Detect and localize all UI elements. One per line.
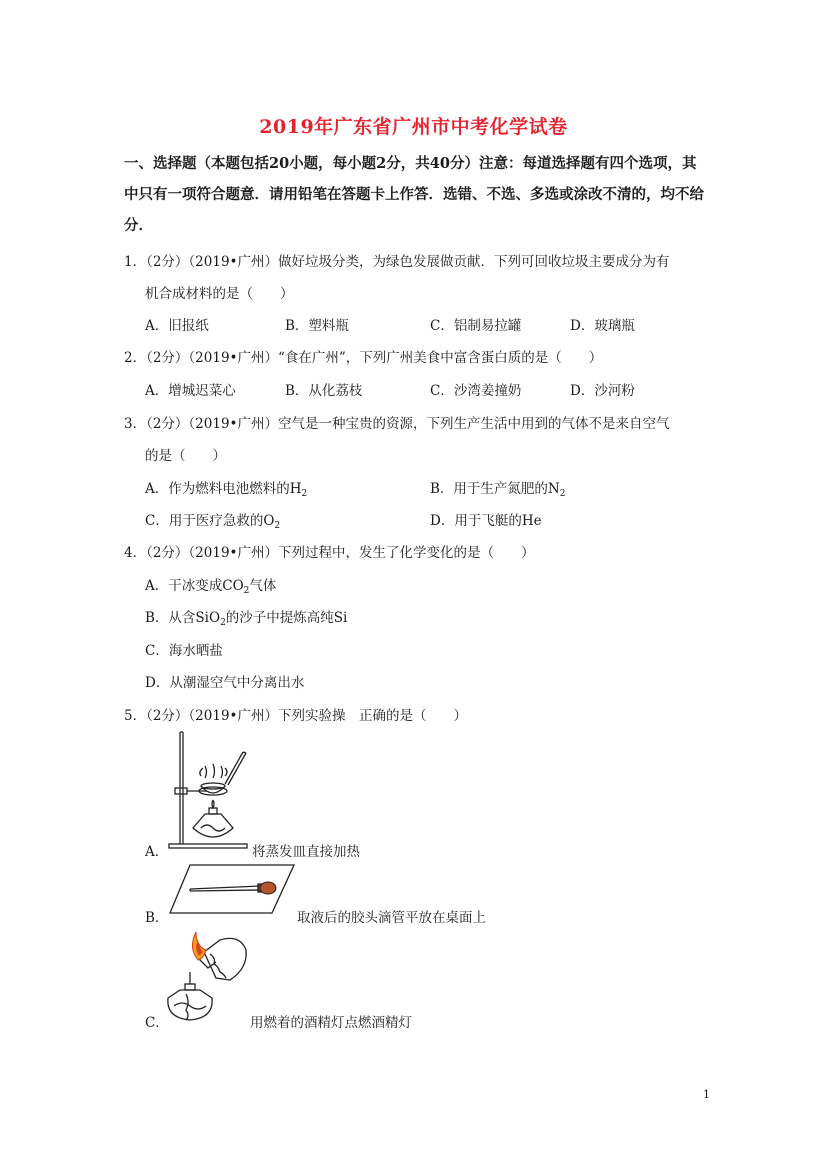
q4-option-d: D．从潮湿空气中分离出水 [145,675,305,691]
q1-option-d: D．玻璃瓶 [570,318,635,334]
q2-option-b: B．从化荔枝 [285,383,363,399]
q2-option-d: D．沙河粉 [570,383,635,399]
q3-option-c-sub: 2 [274,521,281,531]
evaporating-dish-heating-figure [165,728,255,854]
q3-stem: 3．（2分）（2019•广州）空气是一种宝贵的资源，下列生产生活中用到的气体不是来自空气 [124,416,670,432]
q1-option-a: A．旧报纸 [145,318,209,334]
q2-stem: 2．（2分）（2019•广州）“食在广州”，下列广州美食中富含蛋白质的是（ ） [124,350,603,366]
q3-option-a [145,477,307,499]
q4-option-a-text: A．干冰变成CO [145,578,244,594]
q4-option-b-tail: 的沙子中提炼高纯Si [225,610,348,626]
q4-option-b-text: B．从含SiO [145,610,221,626]
q5-stem: 5．（2分）（2019•广州）下列实验操 正确的是（ ） [124,708,467,724]
q5-option-a-text: 将蒸发皿直接加热 [252,844,360,860]
q4-option-a-tail: 气体 [249,578,277,594]
q5-option-b-letter: B． [145,910,169,926]
page-title: 2019年广东省广州市中考化学试卷 [259,116,568,138]
q4-option-a [145,574,276,596]
q5-option-c-text: 用燃着的酒精灯点燃酒精灯 [250,1015,412,1031]
q1-option-b: B．塑料瓶 [285,318,349,334]
q1-stem-cont: 机合成材料的是（ ） [145,286,294,302]
q4-option-c: C．海水晒盐 [145,643,223,659]
page-number: 1 [703,1088,710,1101]
q4-option-a-sub: 2 [243,586,250,596]
q3-option-a-sub: 2 [301,489,308,499]
dropper-on-table-figure [168,863,296,915]
q2-option-a: A．增城迟菜心 [145,383,236,399]
q1-option-c: C．铝制易拉罐 [430,318,522,334]
q3-stem-cont: 的是（ ） [145,448,226,464]
q3-option-b [430,477,565,499]
q3-option-a-text: A．作为燃料电池燃料的H [145,481,302,497]
q4-option-b [145,606,347,628]
lighting-alcohol-lamp-figure [160,928,250,1024]
q3-option-b-sub: 2 [559,489,566,499]
q3-option-c-text: C．用于医疗急救的O [145,513,275,529]
section-instructions: 一、选择题（本题包括20小题，每小题2分，共40分）注意：每道选择题有四个选项，其中只有一项符合题意．请用铅笔在答题卡上作答．选错、不选、多选或涂改不清的，均不给分． [124,155,704,234]
q5-option-b-text: 取液后的胶头滴管平放在桌面上 [297,910,486,926]
q1-stem: 1．（2分）（2019•广州）做好垃圾分类，为绿色发展做贡献．下列可回收垃圾主要成分为有 [124,254,670,270]
q5-option-a-letter: A． [145,844,169,860]
q3-option-b-text: B．用于生产氮肥的N [430,481,560,497]
q4-option-b-sub: 2 [220,618,226,628]
q3-option-c [145,509,280,531]
q3-option-d: D．用于飞艇的He [430,513,542,529]
q4-stem: 4．（2分）（2019•广州）下列过程中，发生了化学变化的是（ ） [124,545,535,561]
q2-option-c: C．沙湾姜撞奶 [430,383,522,399]
q5-option-c-letter: C． [145,1015,169,1031]
